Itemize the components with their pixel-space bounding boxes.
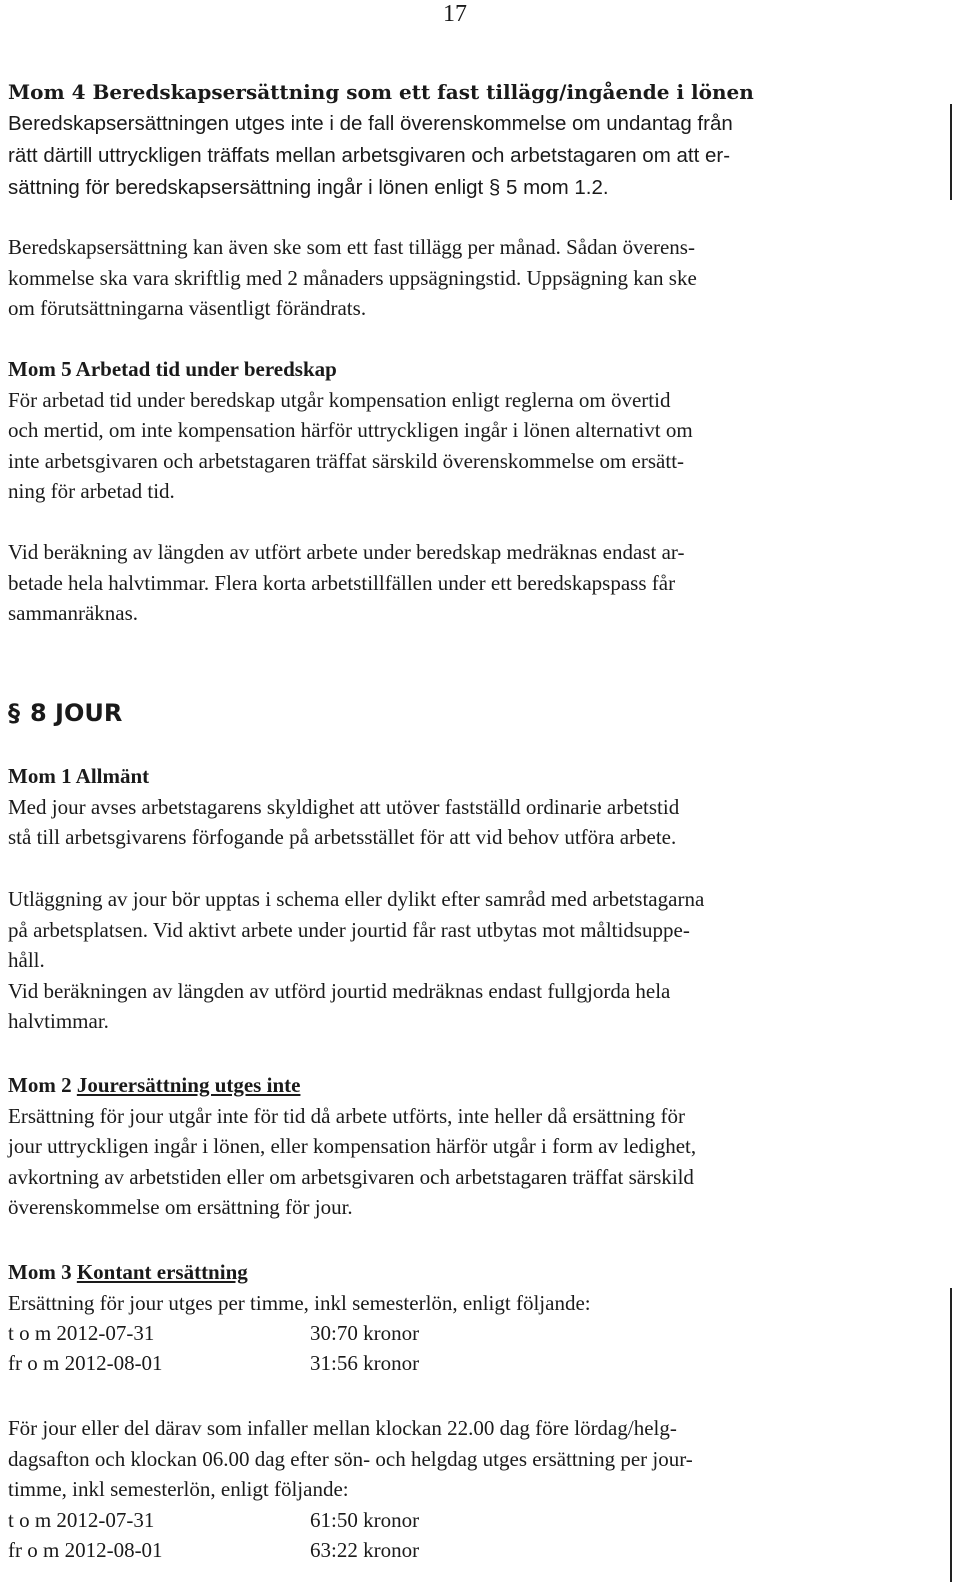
paragraph-line: på arbetsplatsen. Vid aktivt arbete under jourtid får rast utbytas mot måltidsuppe- [8,917,690,942]
rate-period: fr o m 2012-08-01 [8,1351,163,1375]
section-heading [8,1257,943,1288]
rate-amount: 30:70 kronor [310,1321,420,1345]
section-heading [8,1070,943,1101]
paragraph-line: Beredskapsersättning kan även ske som ett fast tillägg per månad. Sådan överens- [8,235,695,259]
paragraph-line: sammanräknas. [8,601,139,625]
rate-table [8,1505,943,1565]
rate-row [8,1348,943,1378]
paragraph-line: betade hela halvtimmar. Flera korta arbetstillfällen under ett beredskapspass får [8,570,676,595]
section-mom5 [8,354,943,507]
heading-label: Mom 3 [8,1260,77,1284]
paragraph-line: kommelse ska vara skriftlig med 2 månaders uppsägningstid. Uppsägning kan ske [8,265,697,290]
paragraph-line: om förutsättningarna väsentligt förändrats. [8,296,367,320]
section-mom4-paragraph-2 [8,232,943,324]
paragraph-line: jour uttryckligen ingår i lönen, eller kompensation härför utgår i form av ledighet, [8,1134,697,1158]
paragraph-line: överenskommelse om ersättning för jour. [8,1195,353,1219]
rate-row [8,1535,943,1565]
paragraph-line: håll. [8,948,45,972]
heading-label: Mom 2 [8,1073,77,1097]
section-mom2 [8,1070,943,1223]
heading-title: Kontant ersättning [76,1260,248,1284]
paragraph-line: avkortning av arbetstiden eller om arbetsgivaren och arbetstagaren träffat särskild [8,1164,694,1189]
rate-row [8,1318,943,1348]
rate-amount: 31:56 kronor [310,1351,420,1375]
rate-period: t o m 2012-07-31 [8,1321,155,1345]
paragraph-line: sättning för beredskapsersättning ingår i lönen enligt § 5 mom 1.2. [8,176,609,199]
heading-title: Jourersättning utges inte [76,1073,301,1097]
rate-table [8,1318,943,1378]
revision-bar [950,1288,952,1582]
paragraph-line: Beredskapsersättningen utges inte i de fall överenskommelse om undantag från [8,112,733,135]
rate-amount: 61:50 kronor [310,1507,420,1532]
chapter-title: 8 JOUR [30,699,123,727]
section-mom3-paragraph-2 [8,1413,943,1565]
paragraph-line: Med jour avses arbetstagarens skyldighet att utöver fastställd ordinarie arbetstid [8,794,680,819]
paragraph-line: timme, inkl semesterlön, enligt följande: [8,1477,349,1501]
rate-amount: 63:22 kronor [310,1537,420,1562]
section-mom1-paragraph-2 [8,884,943,1037]
section-mom3 [8,1257,943,1378]
paragraph-line: Utläggning av jour bör upptas i schema eller dylikt efter samråd med arbetstagarna [8,887,705,911]
rate-row [8,1505,943,1535]
section-mom1 [8,761,943,853]
paragraph-line: rätt därtill uttryckligen träffats mellan arbetsgivaren och arbetstagaren om att er- [8,144,731,167]
revision-bar [950,104,952,200]
chapter-heading [8,697,122,729]
paragraph-line: inte arbetsgivaren och arbetstagaren träffat särskild överenskommelse om ersätt- [8,448,685,473]
section-heading: Mom 4 Beredskapsersättning som ett fast tillägg/ingående i lönen [8,80,754,104]
paragraph-line: För jour eller del därav som infaller mellan klockan 22.00 dag före lördag/helg- [8,1416,677,1440]
section-heading: Mom 5 Arbetad tid under beredskap [8,357,337,381]
paragraph-line: För arbetad tid under beredskap utgår kompensation enligt reglerna om övertid [8,387,671,412]
paragraph-line: Ersättning för jour utgår inte för tid då arbete utförts, inte heller då ersättning för [8,1103,686,1128]
section-sign-icon: § [8,699,20,727]
section-mom5-paragraph-2 [8,537,943,629]
paragraph-line: dagsafton och klockan 06.00 dag efter sön- och helgdag utges ersättning per jour- [8,1446,693,1471]
section-heading: Mom 1 Allmänt [8,764,150,788]
paragraph-line: ning för arbetad tid. [8,479,175,503]
paragraph-line: Ersättning för jour utges per timme, inkl semesterlön, enligt följande: [8,1290,591,1315]
paragraph-line: Vid beräkning av längden av utfört arbete under beredskap medräknas endast ar- [8,540,685,564]
page-number: 17 [443,1,467,27]
section-mom4 [8,76,943,204]
rate-period: fr o m 2012-08-01 [8,1537,163,1562]
paragraph-line: och mertid, om inte kompensation härför uttryckligen ingår i lönen alternativt om [8,418,693,442]
paragraph-line: Vid beräkningen av längden av utförd jourtid medräknas endast fullgjorda hela [8,978,671,1003]
paragraph-line: halvtimmar. [8,1009,109,1033]
rate-period: t o m 2012-07-31 [8,1507,155,1532]
paragraph-line: stå till arbetsgivarens förfogande på arbetsstället för att vid behov utföra arbete. [8,825,677,849]
